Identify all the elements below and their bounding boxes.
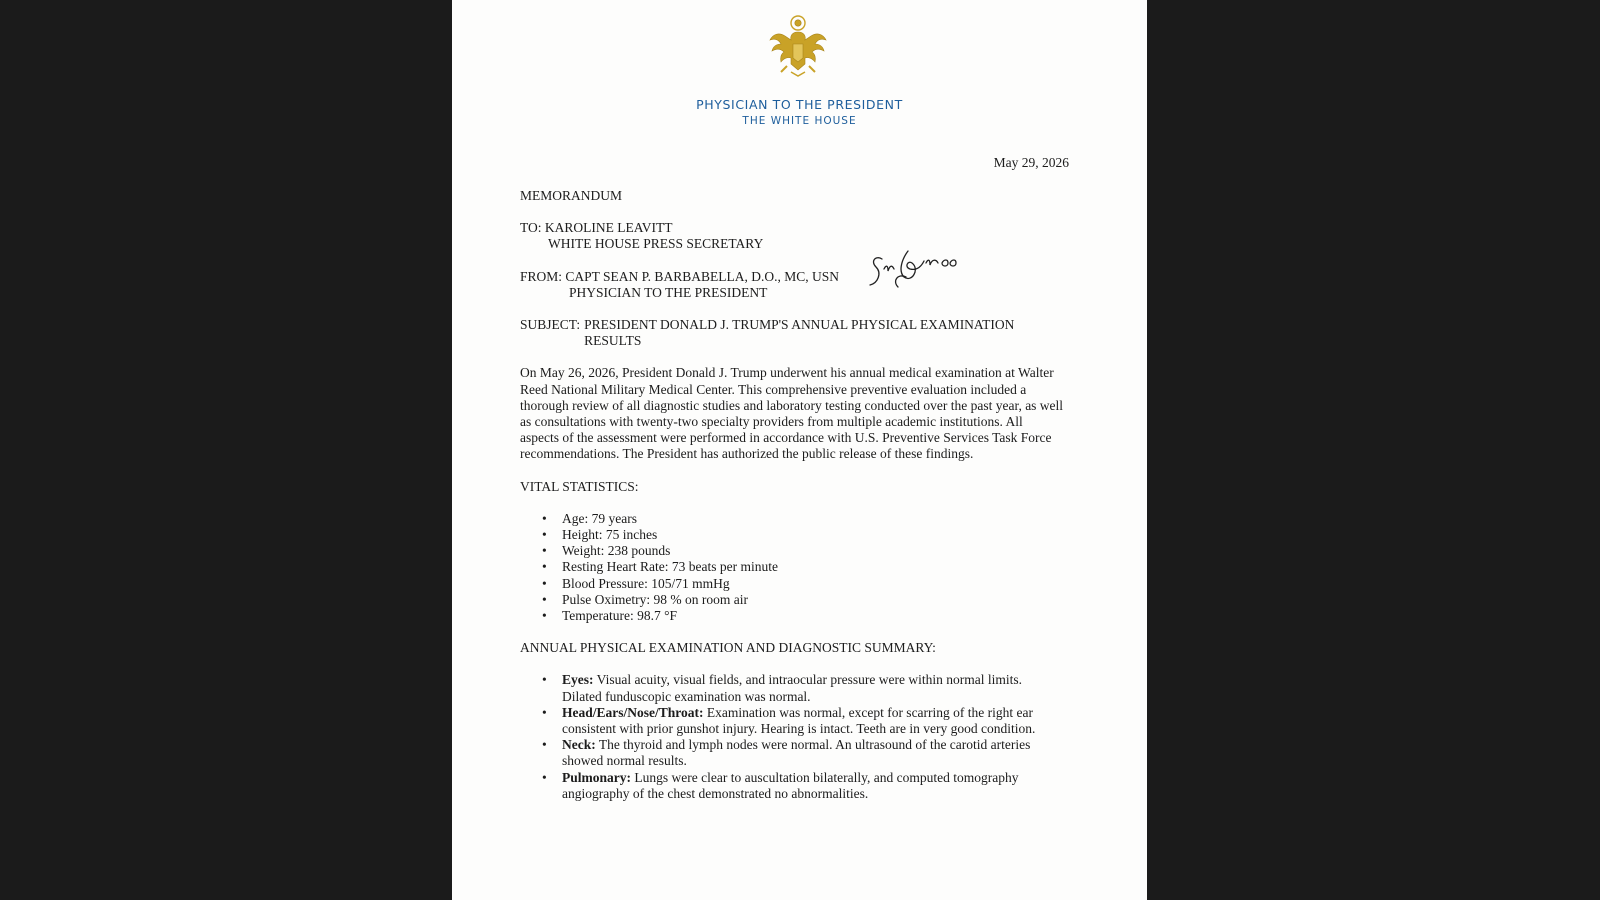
from-block <box>520 269 1065 301</box>
list-item <box>542 705 1065 737</box>
list-item: • Blood Pressure: 105/71 mmHg <box>542 576 1065 592</box>
from-sender: CAPT SEAN P. BARBABELLA, D.O., MC, USN <box>565 268 839 284</box>
list-item: • Resting Heart Rate: 73 beats per minute <box>542 559 1065 575</box>
summary-item-label: Head/Ears/Nose/Throat: <box>562 704 704 720</box>
list-item: • Weight: 238 pounds <box>542 543 1065 559</box>
list-item: • Pulse Oximetry: 98 % on room air <box>542 592 1065 608</box>
memo-page <box>452 0 1147 900</box>
to-recipient: KAROLINE LEAVITT <box>544 220 673 236</box>
vitals-heading: VITAL STATISTICS: <box>520 478 639 494</box>
memo-body <box>520 188 1065 818</box>
list-item: • Age: 79 years <box>542 511 1065 527</box>
summary-item-label: Pulmonary: <box>562 769 631 785</box>
from-sender-title: PHYSICIAN TO THE PRESIDENT <box>569 284 768 300</box>
intro-paragraph: On May 26, 2026, President Donald J. Trump underwent his annual medical examination at Walter Reed National Military Medical Center. This comprehensive preventive evaluation included a thorough review of all diagnostic studies and laboratory testing conducted over the past year, as well as consultations with twenty-two specialty providers from multiple academic institutions. All aspects of the assessment were performed in accordance with U.S. Preventive Services Task Force recommendations. The President has authorized the public release of these findings. <box>520 365 1064 462</box>
memo-date: May 29, 2026 <box>993 155 1069 170</box>
summary-item-label: Neck: <box>562 737 596 753</box>
memo-label: MEMORANDUM <box>520 188 623 203</box>
summary-list <box>520 672 1065 802</box>
subject-block <box>520 317 1065 349</box>
from-label: FROM: <box>520 268 563 284</box>
summary-item-text: Examination was normal, except for scarring of the right ear consistent with prior gunshot injury. Hearing is intact. Teeth are in very good condition. <box>562 704 1036 737</box>
to-label: TO: <box>520 220 542 236</box>
summary-item-text: Visual acuity, visual fields, and intraocular pressure were within normal limits. Dilated funduscopic examination was normal. <box>562 672 1022 704</box>
to-recipient-title: WHITE HOUSE PRESS SECRETARY <box>548 236 764 252</box>
letterhead-subtitle: THE WHITE HOUSE <box>742 115 857 127</box>
list-item: • Height: 75 inches <box>542 527 1065 543</box>
to-block <box>520 220 1065 252</box>
list-item <box>542 672 1065 704</box>
letterhead-title: PHYSICIAN TO THE PRESIDENT <box>696 97 903 112</box>
list-item: • Temperature: 98.7 °F <box>542 608 1065 624</box>
summary-item-label: Eyes: <box>562 672 594 688</box>
summary-heading: ANNUAL PHYSICAL EXAMINATION AND DIAGNOSTIC SUMMARY: <box>520 640 936 656</box>
subject-line-1: PRESIDENT DONALD J. TRUMP'S ANNUAL PHYSICAL EXAMINATION <box>584 317 1015 333</box>
vitals-list <box>520 511 1065 624</box>
summary-item-text: The thyroid and lymph nodes were normal. An ultrasound of the carotid arteries showed normal results. <box>562 737 1031 769</box>
list-item <box>542 770 1065 802</box>
list-item <box>542 737 1065 769</box>
subject-label: SUBJECT: <box>520 317 581 333</box>
subject-line-2: RESULTS <box>584 333 642 349</box>
summary-item-text: Lungs were clear to auscultation bilaterally, and computed tomography angiography of the chest demonstrated no abnormalities. <box>562 769 1019 801</box>
presidential-seal-icon <box>765 14 831 80</box>
